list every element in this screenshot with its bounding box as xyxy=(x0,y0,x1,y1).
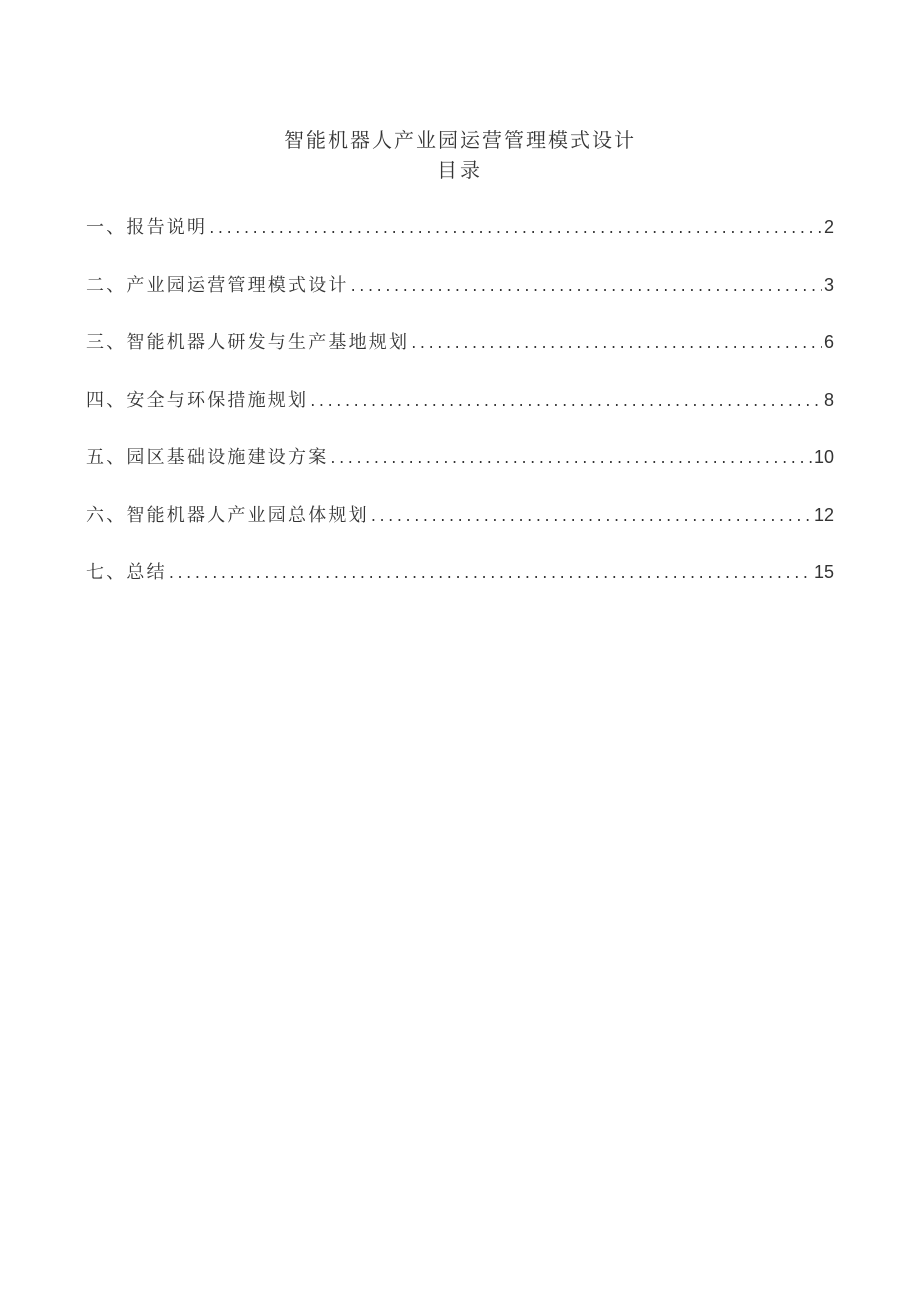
toc-entry[interactable] xyxy=(86,385,834,443)
toc-heading: 目录 xyxy=(437,158,483,182)
toc-page-number: 6 xyxy=(823,332,834,352)
document-title: 智能机器人产业园运营管理模式设计 xyxy=(284,128,636,152)
toc-dot-leader xyxy=(310,386,822,416)
toc-entry-label: 一、报告说明 xyxy=(86,217,208,238)
toc-entry[interactable] xyxy=(86,500,834,558)
toc-dot-leader xyxy=(371,501,812,531)
toc-page-number: 10 xyxy=(813,447,834,467)
toc-entry-label: 二、产业园运营管理模式设计 xyxy=(86,274,349,296)
toc-entry-label: 四、安全与环保措施规划 xyxy=(86,389,309,411)
toc-entry-label: 三、智能机器人研发与生产基地规划 xyxy=(86,332,410,353)
toc-page-number: 2 xyxy=(823,217,834,237)
toc-page-number: 3 xyxy=(823,274,834,295)
toc-dot-leader xyxy=(351,271,822,301)
toc-entry[interactable] xyxy=(86,327,834,385)
toc-entry[interactable] xyxy=(86,212,834,270)
toc-entry[interactable] xyxy=(86,442,834,500)
toc-page-number: 12 xyxy=(813,504,834,525)
toc-dot-leader xyxy=(169,558,812,588)
toc-entry[interactable] xyxy=(86,557,834,615)
toc-page-number: 15 xyxy=(813,562,834,582)
toc-entry-label: 五、园区基础设施建设方案 xyxy=(86,447,329,468)
toc-dot-leader xyxy=(209,213,822,243)
toc-dot-leader xyxy=(330,443,812,473)
toc-entry-label: 七、总结 xyxy=(86,562,167,583)
toc-entry-label: 六、智能机器人产业园总体规划 xyxy=(86,504,369,526)
toc-page-number: 8 xyxy=(823,389,834,410)
table-of-contents xyxy=(86,212,834,615)
toc-entry[interactable] xyxy=(86,270,834,328)
toc-dot-leader xyxy=(411,328,822,358)
